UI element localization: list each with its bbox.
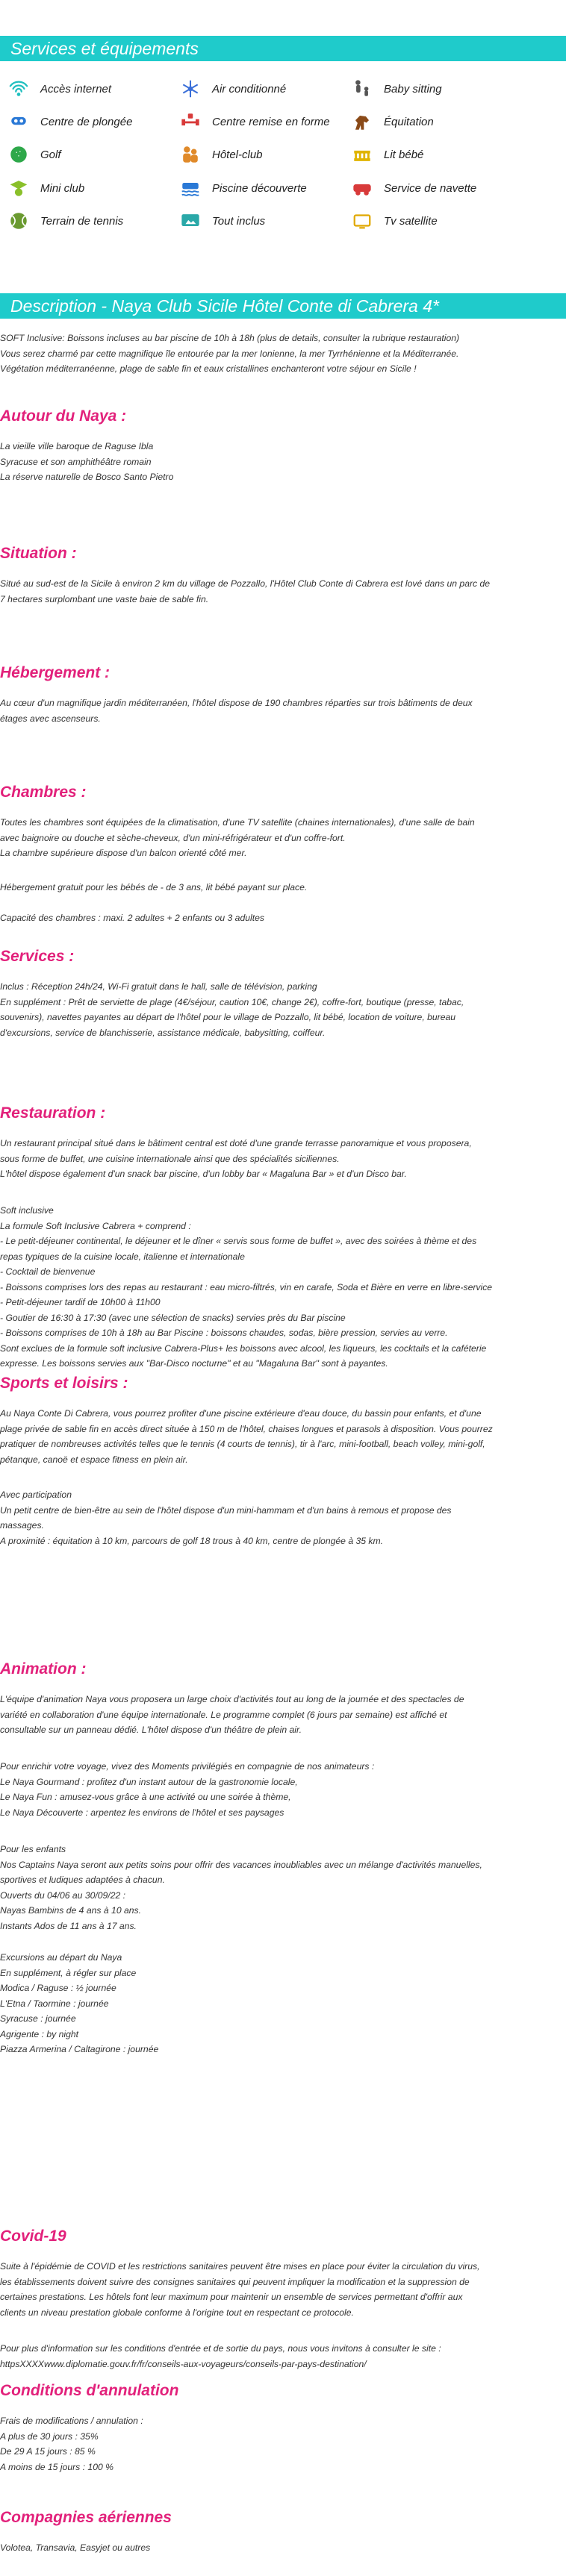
amenity-item [351,143,423,166]
text-line: les établissements doivent suivre des consignes sanitaires qui peuvent impliquer la modification et la suppression de [0,2276,470,2287]
services-text [0,979,560,1040]
text-line: variété en collaboration d'une équipe internationale. Le programme complet (6 jours par semaine) est affiché et [0,1709,447,1720]
title-animation: Animation : [0,1660,87,1678]
text-line: Avec participation [0,1489,72,1500]
chambres-text-2 [0,880,560,895]
animation-text-3 [0,1842,560,1933]
amenity-item [351,110,434,133]
text-line: Un petit centre de bien-être au sein de l'hôtel dispose d'un mini-hammam et d'un bains à remous et propose des [0,1504,452,1516]
restauration-text-2 [0,1203,560,1372]
amenity-label: Centre de plongée [40,115,133,128]
text-line: pétanque, canoë et espace fitness en plein air. [0,1454,188,1465]
amenity-label: Centre remise en forme [212,115,330,128]
text-line: Au cœur d'un magnifique jardin méditerranéen, l'hôtel dispose de 190 chambres réparties sur trois bâtiments de deux [0,698,473,708]
text-line: Végétation méditerranéenne, plage de sable fin et eaux cristallines enchanteront votre séjour en Sicile ! [0,363,417,374]
title-chambres: Chambres : [0,784,87,801]
amenity-item [179,110,330,133]
amenity-label: Golf [40,148,61,161]
amenity-item [179,78,286,100]
text-line: Sont exclues de la formule soft inclusive Cabrera-Plus+ les boissons avec alcool, les liqueurs, les cocktails et la caféterie [0,1342,487,1354]
amenity-label: Tout inclus [212,214,266,228]
diving-icon [7,110,30,133]
title-sports: Sports et loisirs : [0,1375,128,1392]
text-line: Pour enrichir votre voyage, vivez des Moments privilégiés en compagnie de nos animateurs : [0,1761,375,1772]
title-annulation: Conditions d'annulation [0,2382,179,2399]
text-line: souvenirs), navettes payantes au départ de l'hôtel pour le village de Pozzallo, lit bébé, location de voiture, bureau [0,1012,456,1022]
text-line: L'équipe d'animation Naya vous proposera un large choix d'activités tout au long de la journée et des spectacles de [0,1694,464,1704]
animation-text-4 [0,1950,560,2057]
amenity-item [179,177,307,199]
text-line: - Petit-déjeuner tardif de 10h00 à 11h00 [0,1297,161,1307]
amenity-label: Terrain de tennis [40,214,124,228]
text-line: Ouverts du 04/06 au 30/09/22 : [0,1889,126,1901]
pool-icon [179,177,202,199]
text-line: expresse. Les boissons servies aux "Bar-Disco nocturne" et au "Magaluna Bar" sont à payantes. [0,1358,388,1369]
intro-text [0,331,560,377]
amenity-label: Mini club [40,181,85,195]
sports-text-2 [0,1487,560,1548]
text-line: Un restaurant principal situé dans le bâtiment central est doté d'une grande terrasse panoramique et vous proposera, [0,1138,472,1148]
annulation-text [0,2413,560,2475]
snowflake-icon [179,78,202,100]
text-line: massages. [0,1520,44,1531]
crib-icon [351,143,373,166]
text-line: Piazza Armerina / Caltagirone : journée [0,2044,159,2054]
baby-sitting-icon [351,78,373,100]
sports-text-1 [0,1406,560,1467]
text-line: Le Naya Gourmand : profitez d'un instant autour de la gastronomie locale, [0,1776,298,1787]
title-services: Services : [0,948,75,965]
animation-text-1 [0,1692,560,1738]
text-line: La formule Soft Inclusive Cabrera + comprend : [0,1220,191,1231]
amenity-item [351,78,442,100]
text-line: L'hôtel dispose également d'un snack bar piscine, d'un lobby bar « Magaluna Bar » et d'un Disco bar. [0,1169,407,1179]
text-line: pratiquer de nombreuses activités telles que le tennis (4 courts de tennis), tir à l'arc, mini-football, beach volley, mini-golf, [0,1439,485,1449]
text-line: Soft inclusive [0,1205,54,1216]
horse-icon [351,110,373,133]
all-inclusive-icon [179,210,202,232]
covid-text-1 [0,2259,560,2320]
text-line: A proximité : équitation à 10 km, parcours de golf 18 trous à 40 km, centre de plongée à 35 km. [0,1535,384,1546]
amenity-item [351,177,476,199]
text-line: Situé au sud-est de la Sicile à environ 2 km du village de Pozzallo, l'Hôtel Club Conte di Cabrera est lové dans un parc de [0,578,491,589]
text-line: - Boissons comprises lors des repas au restaurant : eau micro-filtrés, vin en carafe, Soda et Bière en verre en libre-service [0,1281,493,1292]
animation-text-2 [0,1759,560,1820]
text-line: sous forme de buffet, une cuisine internationale ainsi que des spécialités siciliennes. [0,1153,340,1164]
text-line: étages avec ascenseurs. [0,713,101,724]
text-line: Frais de modifications / annulation : [0,2416,143,2426]
text-line: - Goutier de 16:30 à 17:30 (avec une sélection de snacks) servies près du Bar piscine [0,1312,346,1323]
text-line: Capacité des chambres : maxi. 2 adultes + 2 enfants ou 3 adultes [0,913,264,923]
title-hebergement: Hébergement : [0,664,111,681]
services-header: Services et équipements [0,36,566,61]
text-line: L'Etna / Taormine : journée [0,1998,109,2009]
autour-text [0,439,560,485]
text-line: En supplément, à régler sur place [0,1967,137,1978]
title-restauration: Restauration : [0,1104,106,1122]
amenity-label: Piscine découverte [212,181,307,195]
golf-icon [7,143,30,166]
compagnies-text [0,2540,560,2556]
amenity-label: Service de navette [384,181,477,195]
text-line: La vieille ville baroque de Raguse Ibla [0,441,154,451]
text-line: Le Naya Découverte : arpentez les environs de l'hôtel et ses paysages [0,1807,284,1818]
amenity-label: Équitation [384,115,434,128]
text-line: A plus de 30 jours : 35% [0,2430,99,2442]
title-situation: Situation : [0,545,77,562]
amenity-label: Tv satellite [384,214,438,228]
text-line: Pour plus d'information sur les conditions d'entrée et de sortie du pays, nous vous invitons à consulter le site : [0,2343,441,2354]
amenity-item [7,177,84,199]
hotel-club-icon [179,143,202,166]
text-line: Nos Captains Naya seront aux petits soins pour offrir des vacances inoubliables avec un mélange d'activités manuelles, [0,1859,482,1870]
amenity-item [7,78,111,100]
amenity-item [351,210,438,232]
situation-text [0,576,560,607]
text-line: A moins de 15 jours : 100 % [0,2461,113,2472]
text-line: Suite à l'épidémie de COVID et les restrictions sanitaires peuvent être mises en place pour éviter la circulation du virus, [0,2261,480,2272]
text-line: sportives et ludiques adaptées à chacun. [0,1875,165,1885]
text-line: Instants Ados de 11 ans à 17 ans. [0,1920,137,1931]
title-compagnies: Compagnies aériennes [0,2509,172,2526]
text-line: httpsXXXXwww.diplomatie.gouv.fr/fr/conseils-aux-voyageurs/conseils-par-pays-destination/ [0,2358,367,2369]
text-line: Syracuse : journée [0,2013,76,2024]
amenity-item [7,143,61,166]
fitness-icon [179,110,202,133]
text-line: d'excursions, service de blanchisserie, assistance médicale, babysitting, coiffeur. [0,1027,326,1038]
shuttle-icon [351,177,373,199]
text-line: Inclus : Réception 24h/24, Wi-Fi gratuit dans le hall, salle de télévision, parking [0,981,317,992]
text-line: Syracuse et son amphithéâtre romain [0,456,152,467]
text-line: Nayas Bambins de 4 ans à 10 ans. [0,1905,142,1916]
text-line: Agrigente : by night [0,2028,79,2039]
text-line: Pour les enfants [0,1844,66,1854]
text-line: Au Naya Conte Di Cabrera, vous pourrez profiter d'une piscine extérieure d'eau douce, du bassin pour enfants, et d'une [0,1408,482,1419]
text-line: certaines prestations. Les hôtels font leur maximum pour maintenir un ensemble de services permettant d'offrir aux [0,2292,463,2302]
text-line: La réserve naturelle de Bosco Santo Pietro [0,472,174,482]
text-line: Volotea, Transavia, Easyjet ou autres [0,2542,151,2553]
covid-text-2 [0,2341,560,2372]
restauration-text-1 [0,1136,560,1182]
text-line: SOFT Inclusive: Boissons incluses au bar piscine de 10h à 18h (plus de details, consulter la rubrique restauration) [0,333,460,343]
text-line: repas typiques de la cuisine locale, italienne et internationale [0,1251,245,1262]
amenity-label: Hôtel-club [212,148,263,161]
amenity-item [7,210,123,232]
tennis-icon [7,210,30,232]
chambres-text-3 [0,910,560,926]
hebergement-text [0,695,560,726]
text-line: - Cocktail de bienvenue [0,1266,96,1277]
amenity-label: Lit bébé [384,148,424,161]
amenity-label: Accès internet [40,82,112,96]
mini-club-icon [7,177,30,199]
text-line: plage privée de sable fin en accès direct située à 150 m de l'hôtel, chaises longues et parasols à disposition. Vous pourrez [0,1423,493,1434]
text-line: Vous serez charmé par cette magnifique île entourée par la mer Ionienne, la mer Tyrrhénienne et la Méditerranée. [0,348,459,359]
text-line: En supplément : Prêt de serviette de plage (4€/séjour, caution 10€, change 2€), coffre-fort, boutique (presse, tabac, [0,996,464,1007]
text-line: clients un niveau prestation globale conforme à l'origine tout en respectant ce protocole. [0,2307,354,2318]
text-line: - Le petit-déjeuner continental, le déjeuner et le dîner « servis sous forme de buffet », avec des soirées à thème et des [0,1236,477,1246]
description-header: Description - Naya Club Sicile Hôtel Conte di Cabrera 4* [0,293,566,319]
text-line: Modica / Raguse : ½ journée [0,1983,116,1993]
title-covid: Covid-19 [0,2228,66,2245]
text-line: - Boissons comprises de 10h à 18h au Bar Piscine : boissons chaudes, sodas, bière pression, servies au verre. [0,1328,448,1338]
amenity-label: Baby sitting [384,82,442,96]
wifi-icon [7,78,30,100]
chambres-text-1 [0,815,560,861]
title-autour: Autour du Naya : [0,407,127,425]
amenity-item [179,143,263,166]
amenity-label: Air conditionné [212,82,287,96]
text-line: Excursions au départ du Naya [0,1952,122,1963]
text-line: Toutes les chambres sont équipées de la climatisation, d'une TV satellite (chaines internationales), d'une salle de bain [0,817,475,828]
text-line: 7 hectares surplombant une vaste baie de sable fin. [0,593,209,604]
amenity-item [7,110,132,133]
text-line: avec baignoire ou douche et sèche-cheveux, d'un mini-réfrigérateur et d'un coffre-fort. [0,832,346,843]
tv-icon [351,210,373,232]
text-line: La chambre supérieure dispose d'un balcon orienté côté mer. [0,848,247,858]
text-line: Hébergement gratuit pour les bébés de - de 3 ans, lit bébé payant sur place. [0,882,308,892]
text-line: consultable sur un panneau dédié. L'hôtel dispose d'un théâtre de plein air. [0,1725,302,1735]
text-line: Le Naya Fun : amusez-vous grâce à une activité ou une soirée à thème, [0,1792,291,1802]
amenity-item [179,210,265,232]
text-line: De 29 A 15 jours : 85 % [0,2446,96,2457]
